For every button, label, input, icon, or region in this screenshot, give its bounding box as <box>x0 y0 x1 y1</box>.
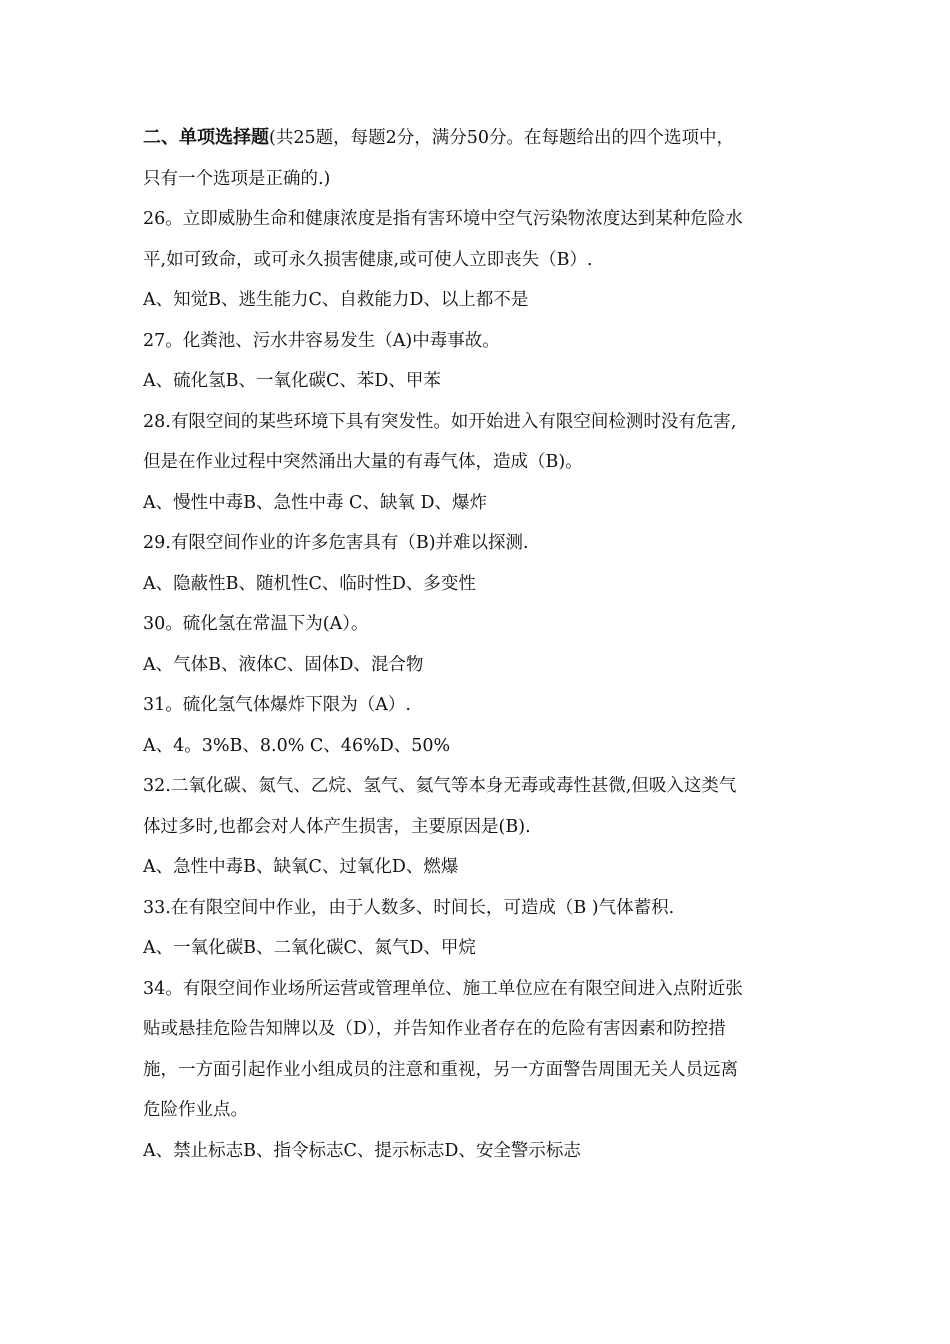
question-text: 危险作业点。 <box>143 1100 248 1120</box>
question-item <box>143 766 808 888</box>
question-item <box>143 199 808 321</box>
question-text: 32.二氧化碳、氮气、乙烷、氢气、氦气等本身无毒或毒性甚微,但吸入这类气 <box>143 776 737 796</box>
question-options: A、隐蔽性B、随机性C、临时性D、多变性 <box>143 573 476 594</box>
question-options: A、硫化氢B、一氧化碳C、苯D、甲苯 <box>143 371 441 391</box>
question-text: 31。硫化氢气体爆炸下限为（A）. <box>143 695 411 715</box>
question-text: 26。立即威胁生命和健康浓度是指有害环境中空气污染物浓度达到某种危险水 <box>143 209 743 229</box>
question-text: 29.有限空间作业的许多危害具有（B)并难以探测. <box>143 533 529 553</box>
question-options: A、禁止标志B、指令标志C、提示标志D、安全警示标志 <box>143 1140 581 1161</box>
question-text: 但是在作业过程中突然涌出大量的有毒气体，造成（B)。 <box>143 452 583 472</box>
document-content <box>143 118 808 1171</box>
question-item <box>143 685 808 766</box>
question-options: A、一氧化碳B、二氧化碳C、氮气D、甲烷 <box>143 938 476 958</box>
question-text: 33.在有限空间中作业，由于人数多、时间长，可造成（B )气体蓄积. <box>143 897 675 918</box>
question-item <box>143 604 808 685</box>
question-list <box>143 199 808 1171</box>
question-text: 34。有限空间作业场所运营或管理单位、施工单位应在有限空间进入点附近张 <box>143 978 743 999</box>
question-text: 施，一方面引起作业小组成员的注意和重视，另一方面警告周围无关人员远离 <box>143 1059 738 1080</box>
section-heading <box>143 118 808 159</box>
question-item <box>143 523 808 604</box>
question-text: 体过多时,也都会对人体产生损害，主要原因是(B). <box>143 816 531 837</box>
section-heading-rest: (共25题，每题2分，满分50分。在每题给出的四个选项中， <box>269 128 734 148</box>
question-text: 平,如可致命，或可永久损害健康,或可使人立即丧失（B）. <box>143 249 593 270</box>
question-options: A、急性中毒B、缺氧C、过氧化D、燃爆 <box>143 857 459 877</box>
section-heading-line2: 只有一个选项是正确的.) <box>143 168 331 189</box>
question-item <box>143 969 808 1172</box>
question-item <box>143 888 808 969</box>
question-item <box>143 402 808 524</box>
question-options: A、气体B、液体C、固体D、混合物 <box>143 654 424 675</box>
question-text: 28.有限空间的某些环境下具有突发性。如开始进入有限空间检测时没有危害, <box>143 411 737 432</box>
question-options: A、4。3%B、8.0% C、46%D、50% <box>143 735 451 756</box>
question-item <box>143 321 808 402</box>
question-text: 27。化粪池、污水井容易发生（A)中毒事故。 <box>143 330 500 351</box>
question-text: 贴或悬挂危险告知牌以及（D），并告知作业者存在的危险有害因素和防控措 <box>143 1019 726 1039</box>
question-options: A、慢性中毒B、急性中毒 C、缺氧 D、爆炸 <box>143 492 488 513</box>
question-options: A、知觉B、逃生能力C、自救能力D、以上都不是 <box>143 290 529 310</box>
section-heading-bold: 二、单项选择题 <box>143 127 269 148</box>
question-text: 30。硫化氢在常温下为(A）。 <box>143 614 369 634</box>
